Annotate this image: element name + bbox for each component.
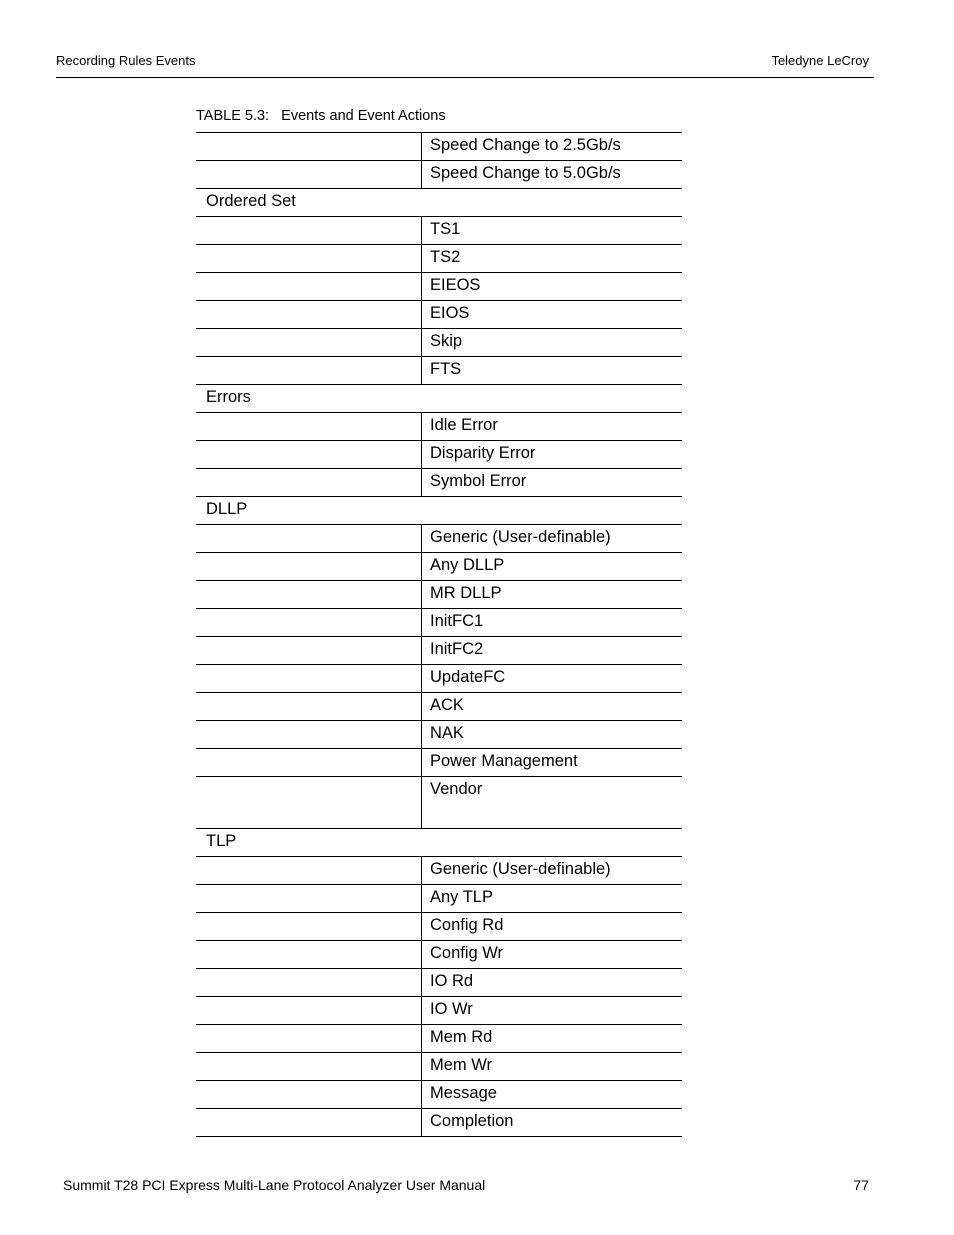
event-cell: IO Rd xyxy=(421,969,682,996)
category-cell xyxy=(196,1081,421,1108)
events-table xyxy=(196,132,682,1137)
category-cell xyxy=(196,581,421,608)
footer-manual-title: Summit T28 PCI Express Multi-Lane Protocol Analyzer User Manual xyxy=(63,1177,486,1193)
table-row xyxy=(196,161,682,189)
category-cell xyxy=(196,133,421,160)
category-cell xyxy=(196,469,421,496)
event-cell: Any DLLP xyxy=(421,553,682,580)
event-cell: Idle Error xyxy=(421,413,682,440)
table-row xyxy=(196,553,682,581)
table-row xyxy=(196,1109,682,1137)
event-cell: Mem Rd xyxy=(421,1025,682,1052)
table-row xyxy=(196,941,682,969)
category-row xyxy=(196,385,682,413)
category-label: Errors xyxy=(206,388,251,406)
category-cell xyxy=(196,273,421,300)
event-cell: Completion xyxy=(421,1109,682,1136)
event-cell: Disparity Error xyxy=(421,441,682,468)
category-cell xyxy=(196,301,421,328)
header-section-title: Recording Rules Events xyxy=(56,53,196,68)
table-row xyxy=(196,913,682,941)
table-row xyxy=(196,469,682,497)
event-cell: FTS xyxy=(421,357,682,384)
table-row xyxy=(196,665,682,693)
event-cell: InitFC1 xyxy=(421,609,682,636)
table-row xyxy=(196,133,682,161)
category-row xyxy=(196,829,682,857)
category-cell xyxy=(196,969,421,996)
table-row xyxy=(196,1053,682,1081)
header-company: Teledyne LeCroy xyxy=(771,53,869,68)
event-cell: EIEOS xyxy=(421,273,682,300)
category-cell xyxy=(196,245,421,272)
category-label: DLLP xyxy=(206,500,248,518)
event-cell: Message xyxy=(421,1081,682,1108)
table-row xyxy=(196,273,682,301)
table-row xyxy=(196,581,682,609)
event-cell: Symbol Error xyxy=(421,469,682,496)
category-row xyxy=(196,497,682,525)
category-label: Ordered Set xyxy=(206,192,296,210)
event-cell: InitFC2 xyxy=(421,637,682,664)
event-cell: Skip xyxy=(421,329,682,356)
event-cell: MR DLLP xyxy=(421,581,682,608)
category-label: TLP xyxy=(206,832,237,850)
event-cell: EIOS xyxy=(421,301,682,328)
category-cell xyxy=(196,1053,421,1080)
event-cell: Config Rd xyxy=(421,913,682,940)
event-cell: NAK xyxy=(421,721,682,748)
event-cell: IO Wr xyxy=(421,997,682,1024)
category-cell xyxy=(196,441,421,468)
category-cell xyxy=(196,941,421,968)
event-cell: Config Wr xyxy=(421,941,682,968)
category-cell xyxy=(196,913,421,940)
category-cell xyxy=(196,553,421,580)
table-row xyxy=(196,749,682,777)
category-cell xyxy=(196,413,421,440)
table-row xyxy=(196,637,682,665)
table-row xyxy=(196,245,682,273)
event-cell: ACK xyxy=(421,693,682,720)
category-cell xyxy=(196,217,421,244)
category-cell xyxy=(196,997,421,1024)
category-cell xyxy=(196,665,421,692)
category-cell xyxy=(196,693,421,720)
table-row xyxy=(196,301,682,329)
category-cell xyxy=(196,885,421,912)
category-cell xyxy=(196,329,421,356)
event-cell: TS2 xyxy=(421,245,682,272)
category-cell xyxy=(196,357,421,384)
table-row xyxy=(196,413,682,441)
table-row xyxy=(196,997,682,1025)
table-row xyxy=(196,357,682,385)
event-cell: Mem Wr xyxy=(421,1053,682,1080)
event-cell: Vendor xyxy=(421,777,682,828)
category-cell xyxy=(196,161,421,188)
category-cell xyxy=(196,721,421,748)
category-cell xyxy=(196,749,421,776)
category-row xyxy=(196,189,682,217)
category-cell xyxy=(196,1025,421,1052)
event-cell: Generic (User-definable) xyxy=(421,857,682,884)
event-cell: Speed Change to 5.0Gb/s xyxy=(421,161,682,188)
event-cell: Power Management xyxy=(421,749,682,776)
table-row xyxy=(196,885,682,913)
table-row xyxy=(196,1081,682,1109)
table-row xyxy=(196,721,682,749)
table-row xyxy=(196,609,682,637)
category-cell xyxy=(196,1109,421,1136)
category-cell xyxy=(196,637,421,664)
event-cell: Speed Change to 2.5Gb/s xyxy=(421,133,682,160)
event-cell: Generic (User-definable) xyxy=(421,525,682,552)
table-row xyxy=(196,969,682,997)
table-row xyxy=(196,525,682,553)
category-cell xyxy=(196,609,421,636)
event-cell: UpdateFC xyxy=(421,665,682,692)
page-number: 77 xyxy=(853,1177,869,1193)
category-cell xyxy=(196,777,421,828)
table-caption: TABLE 5.3: Events and Event Actions xyxy=(196,108,446,124)
table-row xyxy=(196,1025,682,1053)
event-cell: TS1 xyxy=(421,217,682,244)
table-row xyxy=(196,329,682,357)
table-row xyxy=(196,217,682,245)
page-header xyxy=(56,53,874,78)
table-row xyxy=(196,441,682,469)
category-cell xyxy=(196,525,421,552)
table-row xyxy=(196,857,682,885)
category-cell xyxy=(196,857,421,884)
table-row xyxy=(196,693,682,721)
event-cell: Any TLP xyxy=(421,885,682,912)
table-row xyxy=(196,777,682,829)
